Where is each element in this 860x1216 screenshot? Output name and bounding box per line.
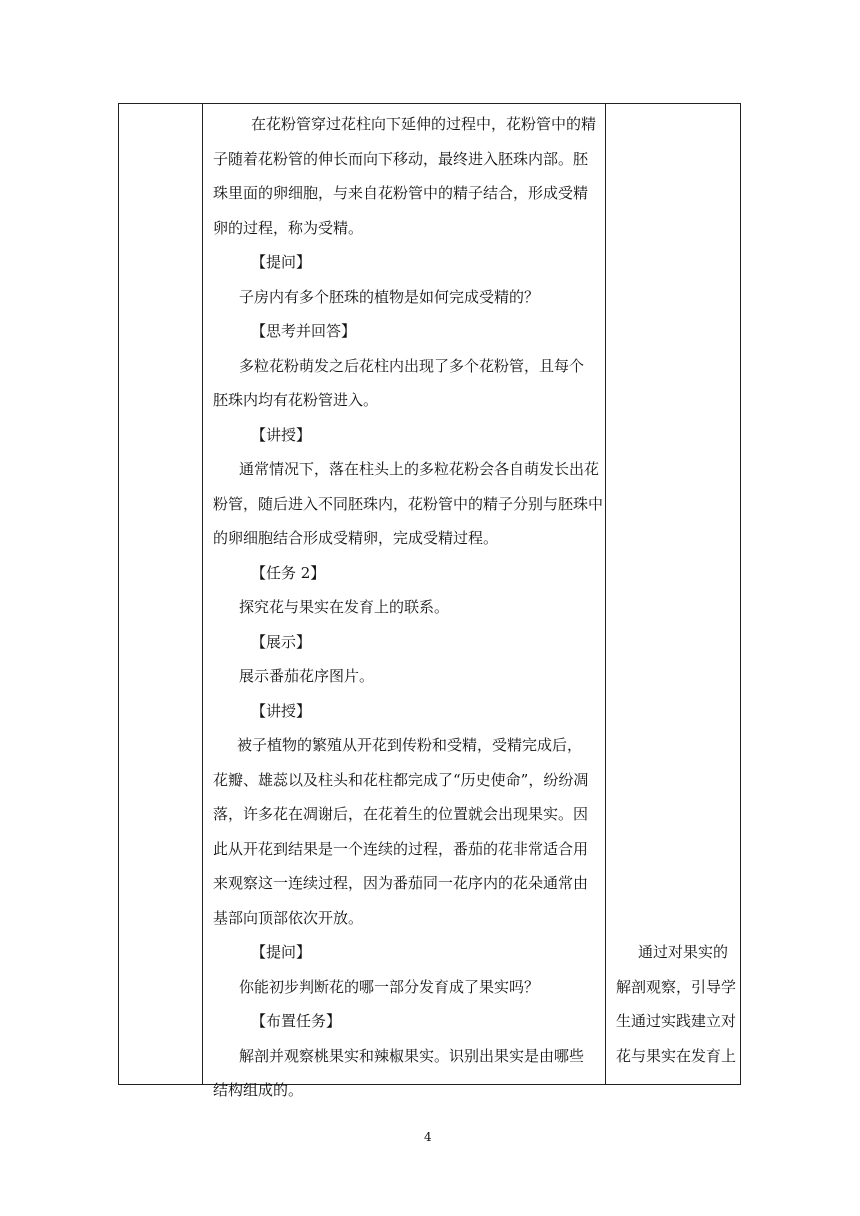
content-line: 粉管，随后进入不同胚珠内，花粉管中的精子分别与胚珠中 xyxy=(213,495,604,513)
side-line: 生通过实践建立对 xyxy=(616,1012,737,1030)
content-line: 【思考并回答】 xyxy=(251,322,357,340)
content-line: 在花粉管穿过花柱向下延伸的过程中，花粉管中的精 xyxy=(251,115,597,133)
content-line: 被子植物的繁殖从开花到传粉和受精，受精完成后， xyxy=(237,736,583,754)
content-line: 【任务 2】 xyxy=(251,564,326,582)
side-line: 通过对果实的 xyxy=(638,943,729,961)
content-line: 子随着花粉管的伸长而向下移动，最终进入胚珠内部。胚 xyxy=(213,150,589,168)
content-line: 【讲授】 xyxy=(251,702,312,720)
lesson-table xyxy=(118,103,741,1099)
content-line: 【提问】 xyxy=(251,943,312,961)
content-line: 落，许多花在凋谢后，在花着生的位置就会出现果实。因 xyxy=(213,805,589,823)
content-line: 通常情况下，落在柱头上的多粒花粉会各自萌发长出花 xyxy=(239,460,600,478)
content-line: 卵的过程，称为受精。 xyxy=(213,219,364,237)
content-line: 子房内有多个胚珠的植物是如何完成受精的？ xyxy=(239,288,540,306)
content-line: 展示番茄花序图片。 xyxy=(239,667,375,685)
side-line: 花与果实在发育上 xyxy=(616,1047,737,1065)
content-line: 【展示】 xyxy=(251,633,312,651)
side-line: 解剖观察，引导学 xyxy=(616,978,737,996)
content-line: 【提问】 xyxy=(251,253,312,271)
content-line: 结构组成的。 xyxy=(213,1081,304,1099)
content-line: 探究花与果实在发育上的联系。 xyxy=(239,598,450,616)
content-line: 此从开花到结果是一个连续的过程，番茄的花非常适合用 xyxy=(213,840,589,858)
content-line: 胚珠内均有花粉管进入。 xyxy=(213,391,379,409)
content-line: 【布置任务】 xyxy=(251,1012,342,1030)
content-line: 花瓣、雄蕊以及柱头和花柱都完成了“历史使命”，纷纷凋 xyxy=(213,771,589,789)
column-divider xyxy=(202,104,203,1084)
content-line: 珠里面的卵细胞，与来自花粉管中的精子结合，形成受精 xyxy=(213,184,589,202)
column-divider xyxy=(605,104,606,1084)
content-line: 【讲授】 xyxy=(251,426,312,444)
content-line: 来观察这一连续过程，因为番茄同一花序内的花朵通常由 xyxy=(213,874,589,892)
content-line: 基部向顶部依次开放。 xyxy=(213,909,364,927)
content-line: 解剖并观察桃果实和辣椒果实。识别出果实是由哪些 xyxy=(239,1047,585,1065)
content-line: 多粒花粉萌发之后花柱内出现了多个花粉管，且每个 xyxy=(239,357,585,375)
page-number: 4 xyxy=(424,1130,432,1144)
content-line: 你能初步判断花的哪一部分发育成了果实吗？ xyxy=(239,978,540,996)
content-line: 的卵细胞结合形成受精卵，完成受精过程。 xyxy=(213,529,499,547)
